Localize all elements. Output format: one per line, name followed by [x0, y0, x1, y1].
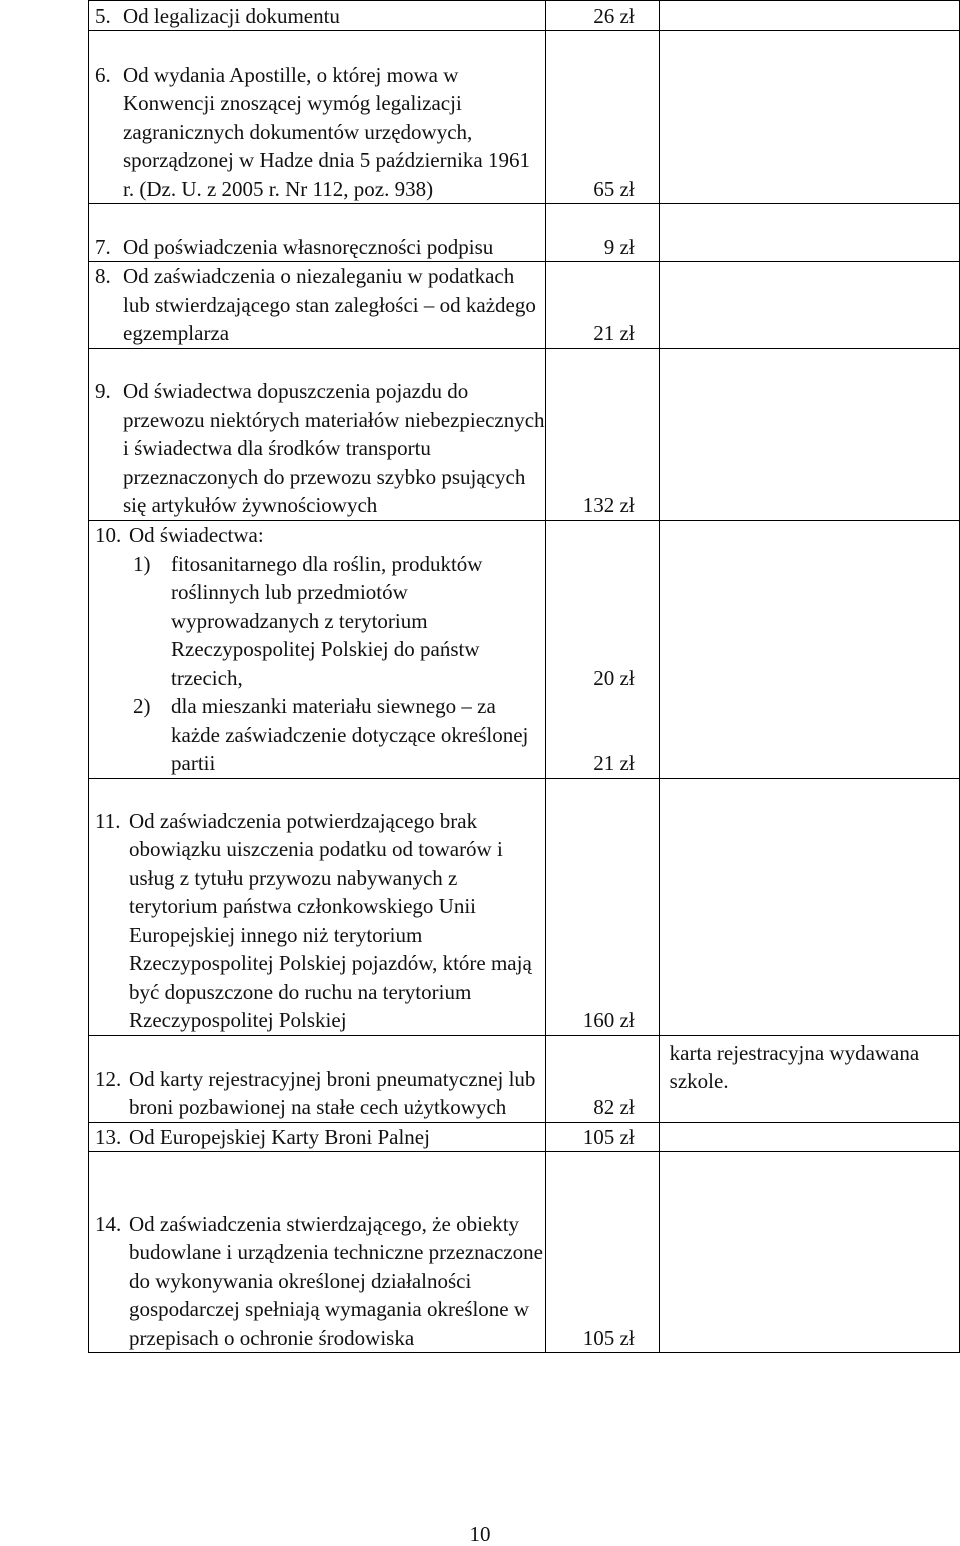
item-number: 7. — [95, 234, 111, 259]
fee-cell: 65 zł — [546, 31, 660, 204]
fee-cell — [546, 520, 660, 778]
item-number: 5. — [95, 3, 111, 28]
item-text: Od świadectwa dopuszczenia pojazdu do przewozu niektórych materiałów niebezpiecznych i świadectwa dla środków transportu przeznaczonych do przewozu szybko psujących się artykułów żywnościowych — [123, 379, 545, 517]
description-cell — [89, 1, 546, 31]
description-cell — [89, 520, 546, 778]
table-row — [89, 262, 960, 349]
note-cell — [659, 1, 959, 31]
table-row — [89, 1, 960, 31]
description-cell — [89, 1035, 546, 1122]
item-number: 8. — [95, 264, 111, 288]
fee-cell: 105 zł — [546, 1122, 660, 1152]
page-number: 10 — [469, 1522, 491, 1546]
item-number: 11. — [95, 808, 121, 833]
item-text: Od świadectwa: — [129, 523, 264, 547]
subitem-number: 2) — [133, 694, 151, 718]
item-number: 12. — [95, 1066, 122, 1091]
description-cell — [89, 1152, 546, 1353]
description-cell — [89, 262, 546, 349]
note-cell — [659, 348, 959, 520]
note-text: karta rejestracyjna wydawana szkole. — [669, 1040, 920, 1093]
note-cell — [659, 1035, 959, 1122]
table-row — [89, 778, 960, 1035]
table-row — [89, 520, 960, 778]
note-cell — [659, 520, 959, 778]
note-cell — [659, 262, 959, 349]
table-row — [89, 1152, 960, 1353]
fee-cell: 26 zł — [546, 1, 660, 31]
item-number: 14. — [95, 1211, 122, 1236]
fee-cell: 9 zł — [546, 204, 660, 262]
item-text: Od karty rejestracyjnej broni pneumatycznej lub broni pozbawionej na stałe cech użytkowych — [129, 1066, 536, 1119]
subitem-fee: 21 zł — [593, 751, 635, 775]
note-cell — [659, 778, 959, 1035]
item-number: 6. — [95, 62, 111, 87]
fee-cell: 21 zł — [546, 262, 660, 349]
table-row — [89, 31, 960, 204]
subitem-text: dla mieszanki materiału siewnego – za każde zaświadczenie dotyczące określonej partii — [171, 694, 529, 775]
item-text: Od wydania Apostille, o której mowa w Konwencji znoszącej wymóg legalizacji zagranicznych dokumentów urzędowych, sporządzonej w Hadze dnia 5 października 1961 r. (Dz. U. z 2005 r. Nr 112, poz. 938) — [123, 62, 530, 201]
item-number: 10. — [95, 523, 122, 547]
item-text: Od Europejskiej Karty Broni Palnej — [129, 1124, 430, 1149]
item-text: Od poświadczenia własnoręczności podpisu — [123, 234, 494, 259]
item-text: Od zaświadczenia stwierdzającego, że obiekty budowlane i urządzenia techniczne przeznaczone do wykonywania określonej działalności gospodarczej spełniają wymagania określone w przepisach o ochronie środowiska — [129, 1211, 543, 1350]
fee-cell: 160 zł — [546, 778, 660, 1035]
note-cell — [659, 31, 959, 204]
description-cell — [89, 1122, 546, 1152]
description-cell — [89, 204, 546, 262]
table-row — [89, 1035, 960, 1122]
item-text: Od zaświadczenia o niezaleganiu w podatkach lub stwierdzającego stan zaległości – od każdego egzemplarza — [123, 264, 536, 345]
table-row — [89, 348, 960, 520]
note-cell — [659, 204, 959, 262]
description-cell — [89, 348, 546, 520]
fee-cell: 82 zł — [546, 1035, 660, 1122]
subitem-text: fitosanitarnego dla roślin, produktów roślinnych lub przedmiotów wyprowadzanych z terytorium Rzeczypospolitej Polskiej do państw trzecich, — [171, 551, 483, 690]
item-number: 9. — [95, 379, 111, 403]
note-cell — [659, 1152, 959, 1353]
subitem-number: 1) — [133, 551, 151, 576]
subitem-fee: 20 zł — [593, 665, 635, 690]
description-cell — [89, 31, 546, 204]
item-text: Od zaświadczenia potwierdzającego brak obowiązku uiszczenia podatku od towarów i usług z tytułu przywozu nabywanych z terytorium państwa członkowskiego Unii Europejskiej innego niż terytorium Rzeczypospolitej Polskiej pojazdów, które mają być dopuszczone do ruchu na terytorium Rzeczypospolitej Polskiej — [129, 808, 532, 1032]
item-number: 13. — [95, 1124, 122, 1149]
fee-cell: 105 zł — [546, 1152, 660, 1353]
fee-cell: 132 zł — [546, 348, 660, 520]
table-row — [89, 1122, 960, 1152]
description-cell — [89, 778, 546, 1035]
note-cell — [659, 1122, 959, 1152]
fee-table — [88, 0, 960, 1353]
table-row — [89, 204, 960, 262]
item-text: Od legalizacji dokumentu — [123, 3, 340, 28]
